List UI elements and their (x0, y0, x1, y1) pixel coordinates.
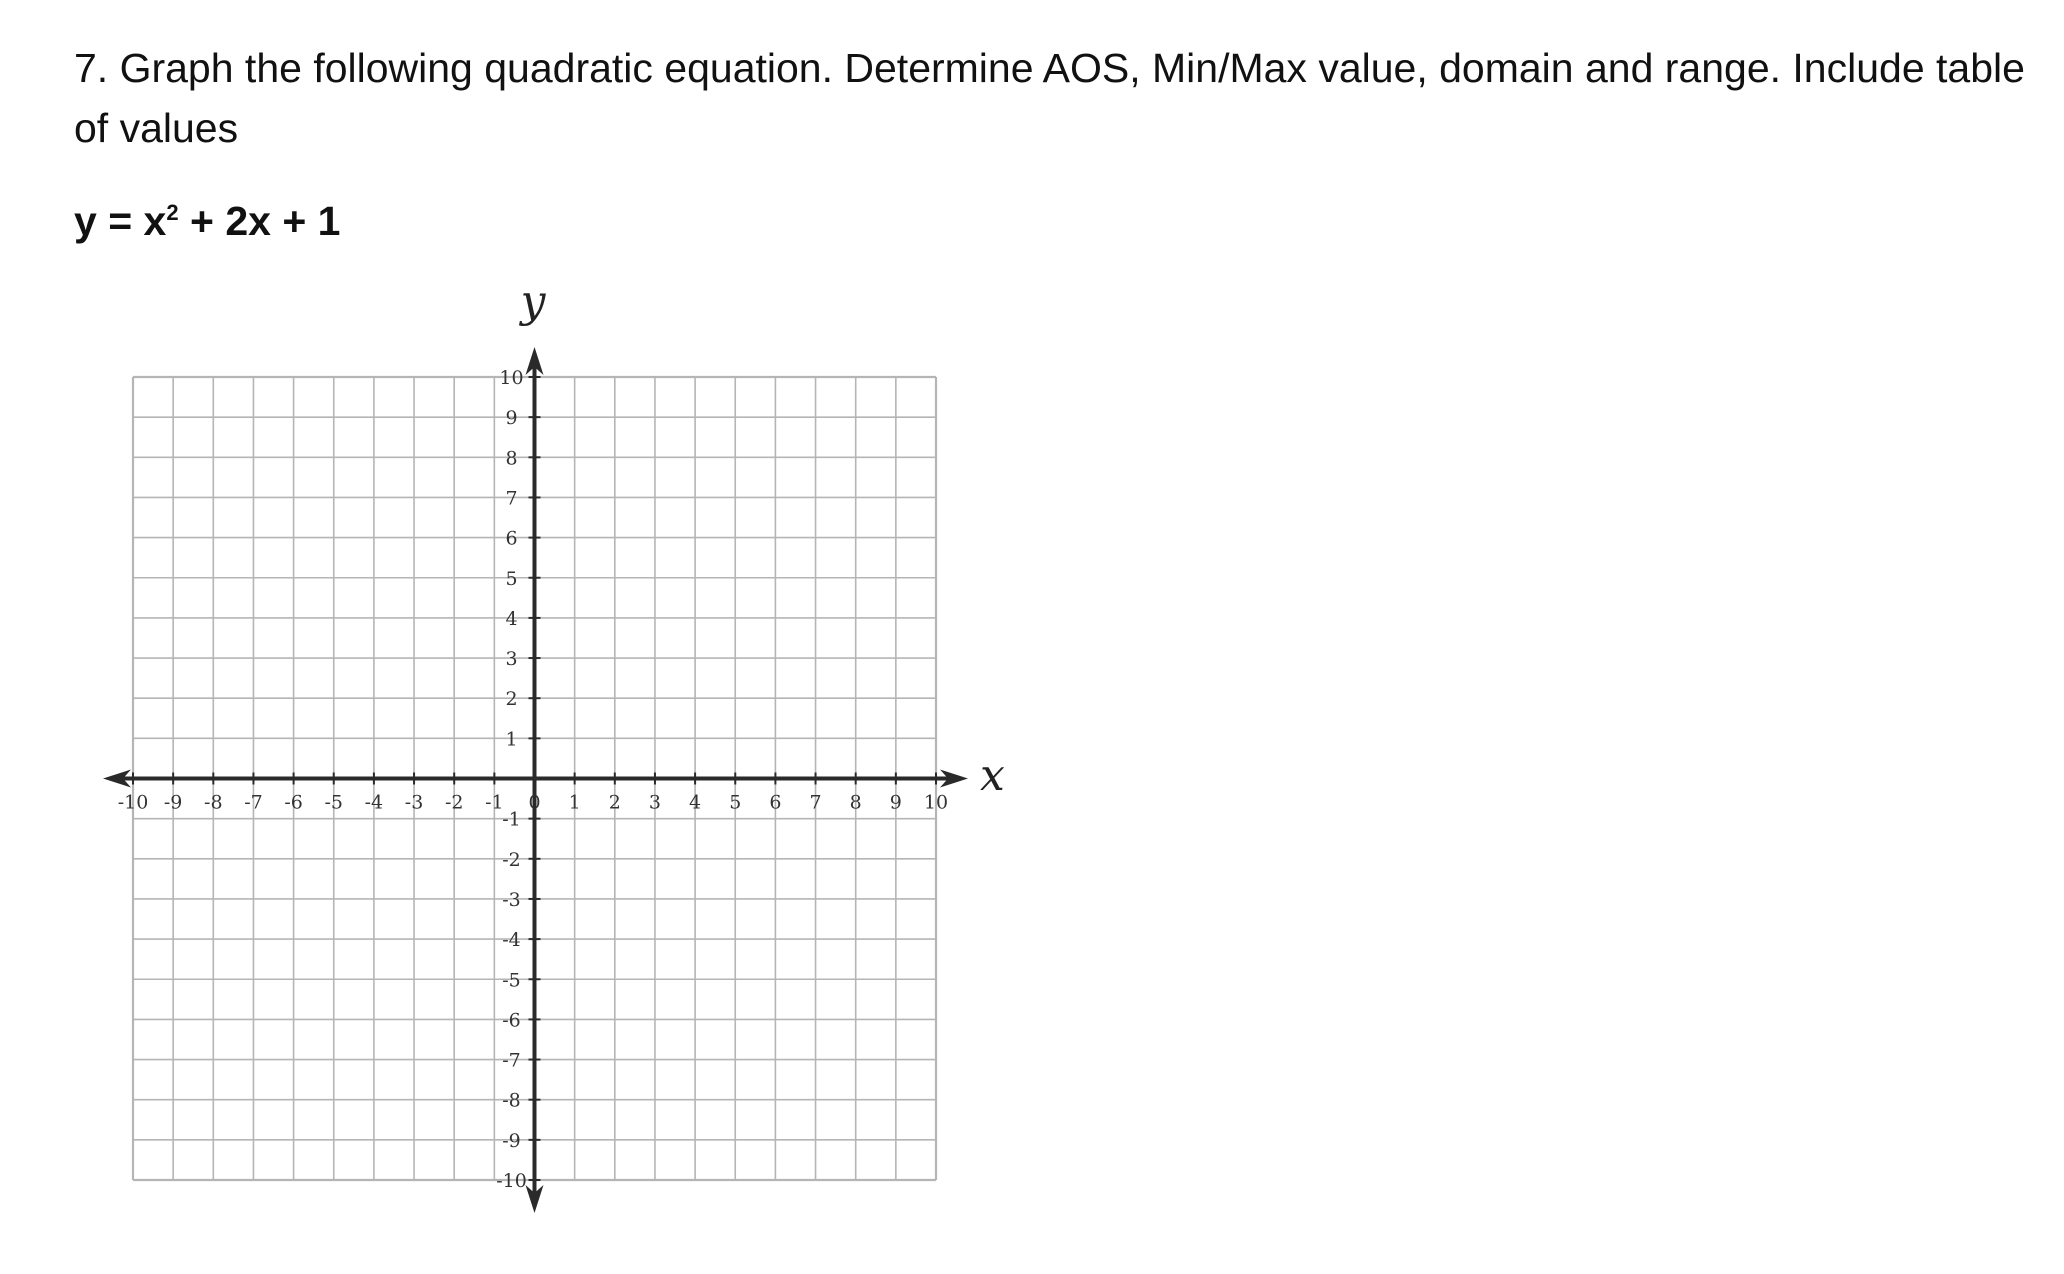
equation-rhs: + 2x + 1 (178, 198, 341, 244)
x-tick-label: 8 (849, 791, 862, 814)
x-tick-label: 5 (729, 791, 742, 814)
y-tick-label: 9 (505, 407, 518, 430)
y-tick-label: 6 (505, 527, 518, 550)
x-tick-label: -7 (244, 791, 263, 814)
y-tick-label: -9 (502, 1129, 521, 1152)
y-axis-label: y (520, 276, 546, 327)
x-tick-label: -10 (117, 791, 149, 814)
question-text: 7. Graph the following quadratic equation. Determine AOS, Min/Max value, domain and range. Include table of values (74, 45, 2025, 151)
x-tick-label: -4 (364, 791, 384, 814)
x-tick-label: -8 (204, 791, 223, 814)
x-tick-label: 0 (528, 791, 541, 814)
y-tick-label: 7 (505, 487, 518, 510)
x-tick-label: 6 (769, 791, 782, 814)
y-tick-label: 10 (499, 367, 524, 389)
x-tick-label: -5 (324, 791, 344, 814)
x-tick-label: -2 (444, 791, 464, 814)
y-tick-label: 1 (505, 728, 518, 751)
y-tick-label: -10 (496, 1170, 527, 1192)
x-axis-label: x (980, 750, 1005, 801)
y-tick-label: 8 (505, 447, 518, 470)
y-tick-label: -6 (502, 1009, 521, 1032)
x-tick-label: 2 (608, 791, 621, 814)
x-tick-label: -6 (284, 791, 303, 814)
y-tick-label: 5 (505, 567, 518, 590)
y-tick-label: 3 (505, 648, 518, 671)
y-tick-label: -4 (502, 929, 521, 952)
x-tick-label: 3 (648, 791, 661, 814)
equation-lhs: y = x (74, 198, 167, 244)
x-tick-label: 9 (889, 791, 902, 814)
x-tick-label: 1 (568, 791, 581, 814)
axes (103, 347, 968, 1213)
y-tick-label: 4 (505, 607, 518, 630)
x-tick-label: -3 (404, 791, 424, 814)
x-tick-label: -9 (163, 791, 183, 814)
y-tick-label: 2 (505, 688, 518, 711)
equation-exponent: 2 (166, 200, 179, 225)
y-tick-label: -5 (502, 969, 521, 992)
x-tick-label: 10 (923, 791, 949, 814)
y-tick-label: -1 (502, 808, 521, 831)
x-tick-label: 7 (809, 791, 822, 814)
y-tick-label: -2 (502, 848, 521, 871)
y-tick-label: -7 (502, 1049, 521, 1072)
x-tick-label: 4 (689, 791, 702, 814)
x-tick-label: -1 (485, 791, 504, 814)
y-tick-label: -3 (502, 888, 521, 911)
y-tick-label: -8 (502, 1089, 521, 1112)
